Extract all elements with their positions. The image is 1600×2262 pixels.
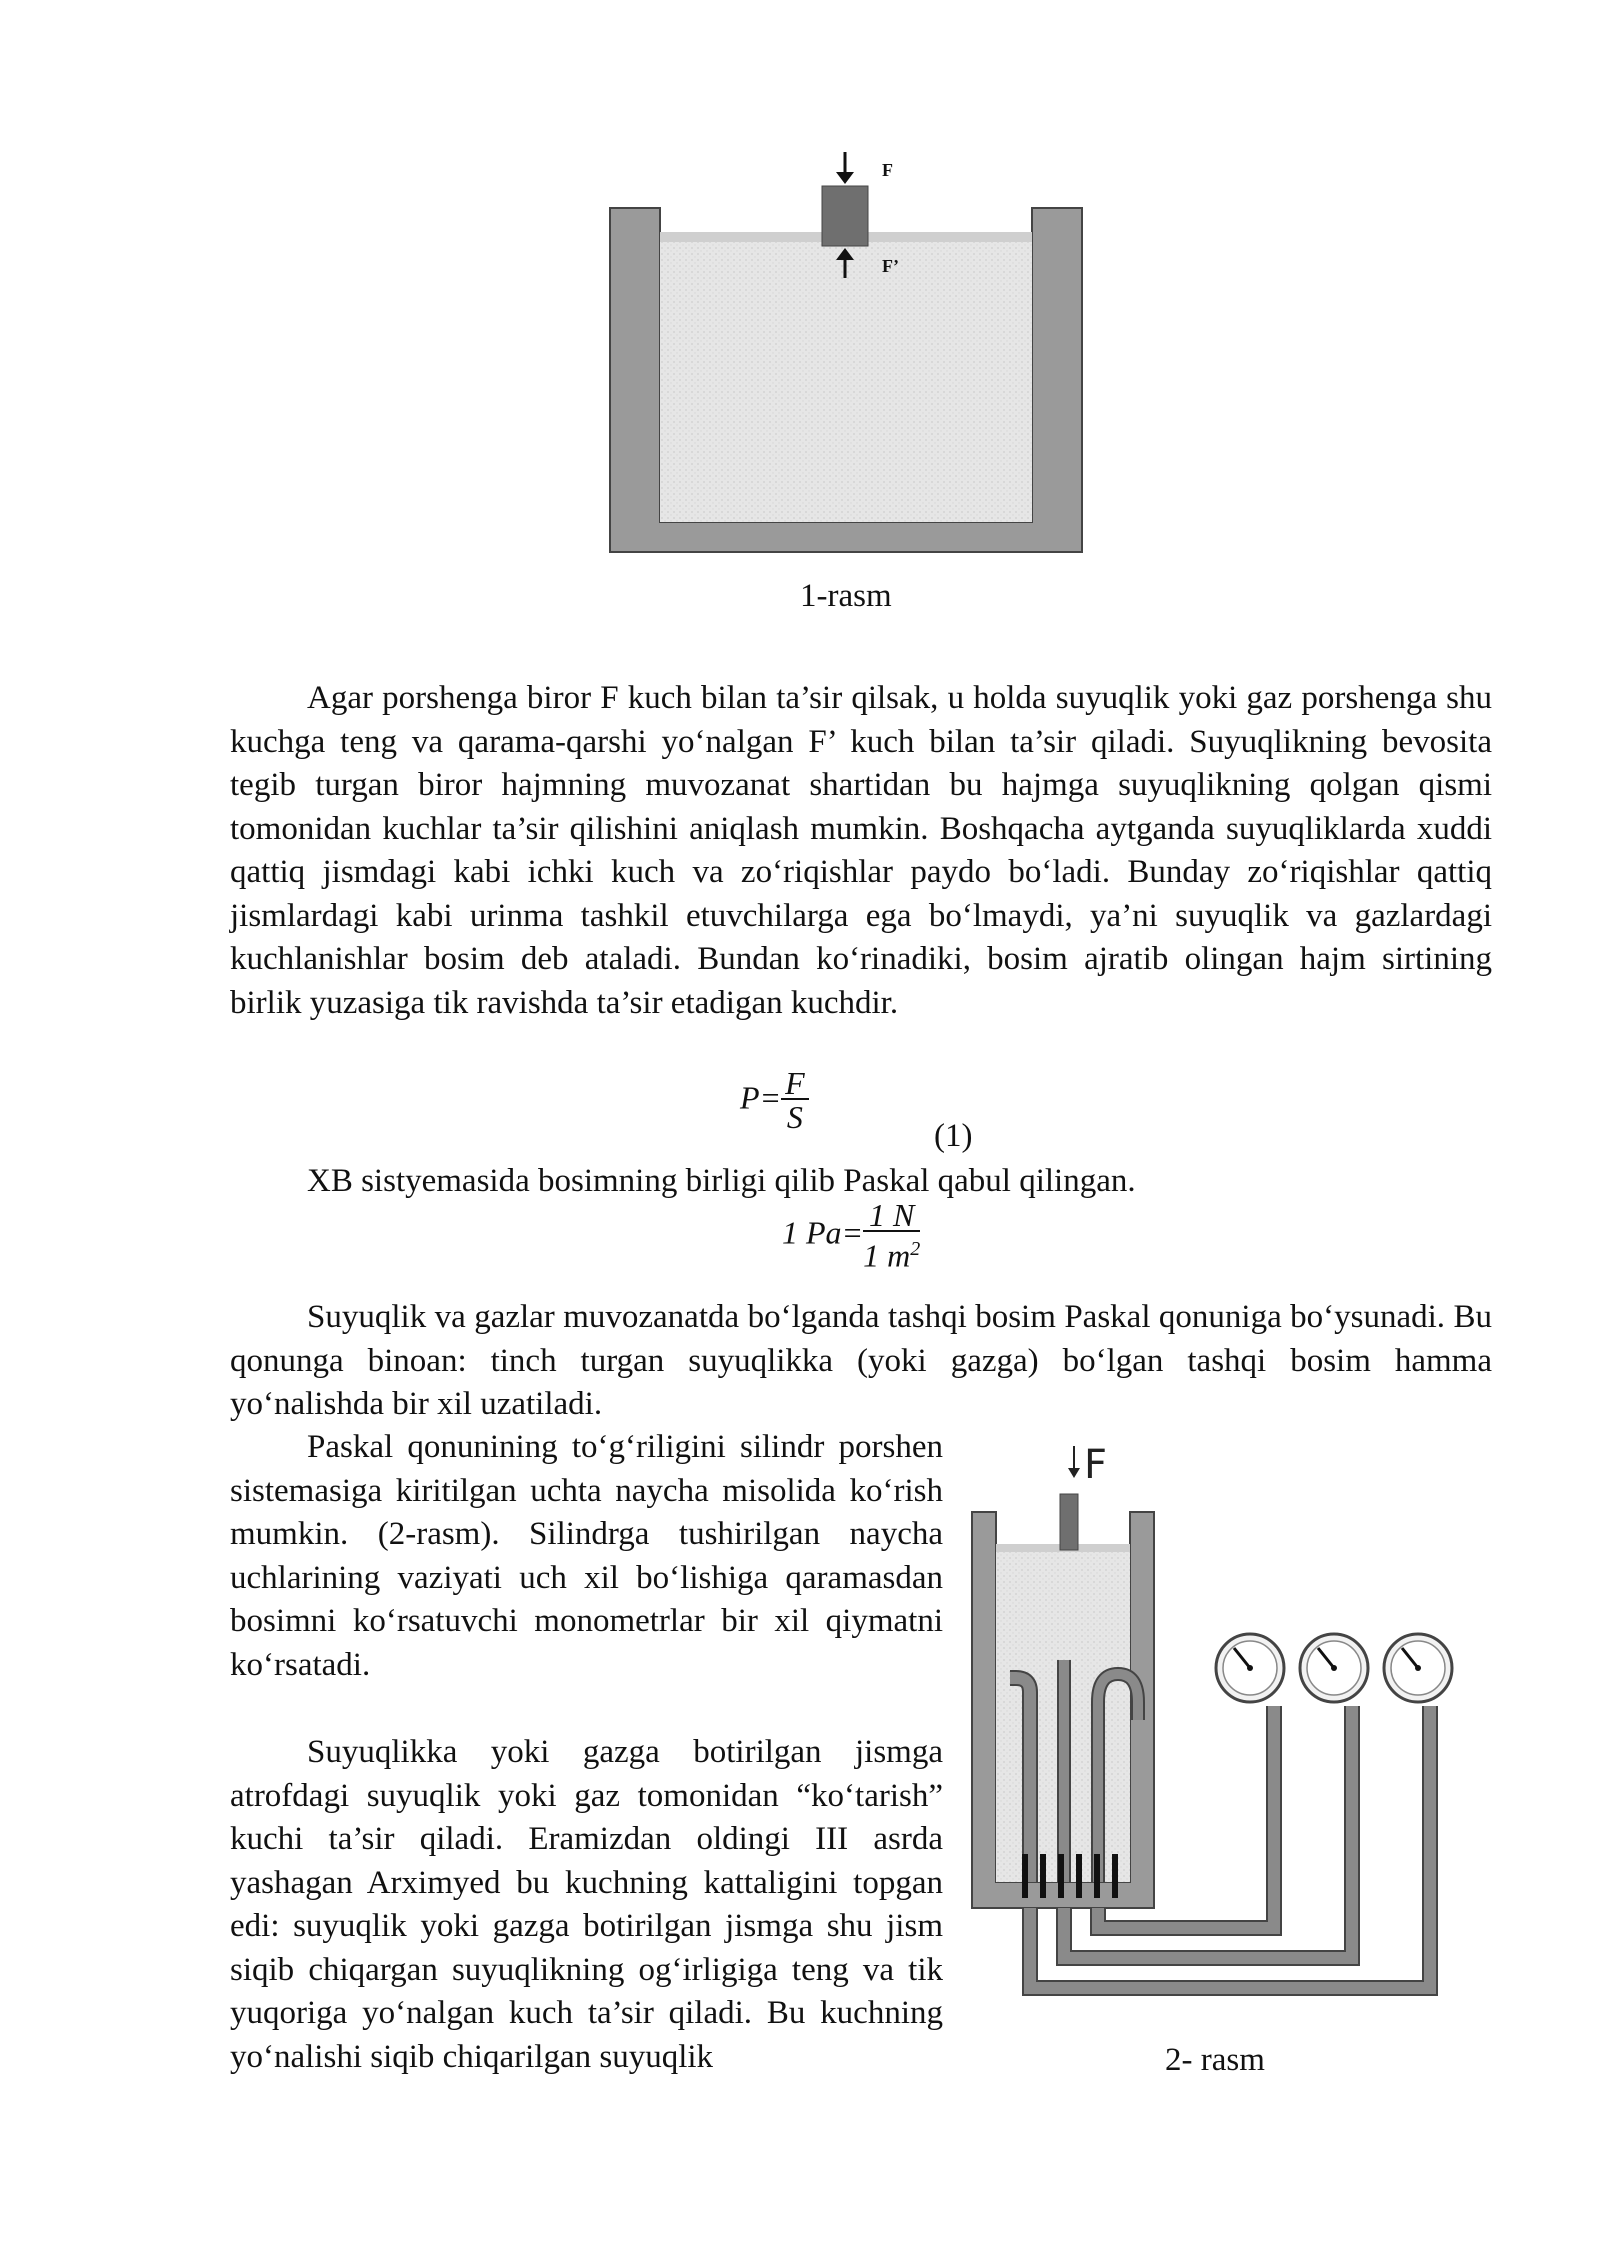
force-label-f: F — [882, 160, 893, 180]
figure-1 — [600, 150, 1090, 560]
formula-pascal-unit — [782, 1197, 921, 1274]
formula-1-lhs: P= — [740, 1079, 782, 1116]
force-arrow-down — [836, 152, 854, 184]
formula-2-lhs: 1 Pa= — [782, 1214, 864, 1251]
formula-2-denominator-base: 1 m — [863, 1237, 911, 1274]
force-label-f-prime: F’ — [882, 256, 899, 276]
pressure-gauge-2 — [1300, 1634, 1368, 1702]
paragraph-5: Suyuqlikka yoki gazga botirilgan jismga atrofdagi suyuqlik yoki gaz tomonidan “ko‘tarish” kuchi ta’sir qiladi. Eramizdan oldingi III asrda yashagan Arximyed bu kuchning kattaligini topgan edi: suyuqlik yoki gazga botirilgan jismga shu jism siqib chiqargan suyuqlikning og‘irligiga teng va tik yuqoriga yo‘nalgan kuch ta’sir qiladi. Bu kuchning yo‘nalishi siqib chiqarilgan suyuqlik — [230, 1734, 943, 2075]
force-label-f: F — [1084, 1442, 1108, 1488]
figure-2-caption: 2- rasm — [1165, 2042, 1265, 2078]
formula-1-fraction — [781, 1065, 809, 1135]
piston — [822, 186, 868, 246]
equation-number: (1) — [934, 1118, 973, 1154]
formula-pressure — [740, 1065, 809, 1135]
formula-1-numerator: F — [781, 1068, 809, 1100]
force-arrow-down — [1068, 1446, 1080, 1478]
paragraph-4: Paskal qonunining to‘g‘riligini silindr porshen sistemasiga kiritilgan uchta naycha misolida ko‘rish mumkin. (2-rasm). Silindrga tushirilgan naycha uchlarining vaziyati uch xil bo‘lishiga qaramasdan bosimni ko‘rsatuvchi monometrlar bir xil qiymatni ko‘rsatadi. — [230, 1429, 943, 1683]
formula-1-denominator: S — [786, 1099, 803, 1135]
pressure-gauge-1 — [1216, 1634, 1284, 1702]
formula-2-exponent: 2 — [910, 1238, 921, 1260]
formula-2-fraction — [863, 1197, 921, 1274]
figure-2 — [960, 1442, 1490, 2032]
vessel-piston-diagram — [600, 150, 1090, 560]
pressure-gauge-3 — [1384, 1634, 1452, 1702]
figure-1-caption: 1-rasm — [800, 578, 892, 614]
paragraph-2: XB sistyemasida bosimning birligi qilib Paskal qabul qilingan. — [307, 1163, 1136, 1199]
formula-2-denominator — [863, 1232, 920, 1273]
formula-2-numerator: 1 N — [863, 1200, 920, 1232]
pascal-law-apparatus-diagram — [960, 1442, 1490, 2032]
paragraph-1: Agar porshenga biror F kuch bilan ta’sir qilsak, u holda suyuqlik yoki gaz porshenga shu kuchga teng va qarama-qarshi yo‘nalgan F’ kuch bilan ta’sir qiladi. Suyuqlikning bevosita tegib turgan biror hajmning muvozanat shartidan bu hajmga suyuqlikning qolgan qismi tomonidan kuchlar ta’sir qilishini aniqlash mumkin. Boshqacha aytganda suyuqliklarda xuddi qattiq jismdagi kabi ichki kuch va zo‘riqishlar paydo bo‘ladi. Bunday zo‘riqishlar qattiq jismlardagi kabi urinma tashkil etuvchilarga ega bo‘lmaydi, ya’ni suyuqlik va gazlardagi kuchlanishlar bosim deb ataladi. Bundan ko‘rinadiki, bosim ajratib olingan hajm sirtining birlik yuzasiga tik ravishda ta’sir etadigan kuchdir. — [230, 680, 1492, 1021]
piston — [1060, 1494, 1078, 1550]
paragraph-3: Suyuqlik va gazlar muvozanatda bo‘lganda tashqi bosim Paskal qonuniga bo‘ysunadi. Bu qonunga binoan: tinch turgan suyuqlikka (yoki gazga) bo‘lgan tashqi bosim hamma yo‘nalishda bir xil uzatiladi. — [230, 1299, 1492, 1422]
